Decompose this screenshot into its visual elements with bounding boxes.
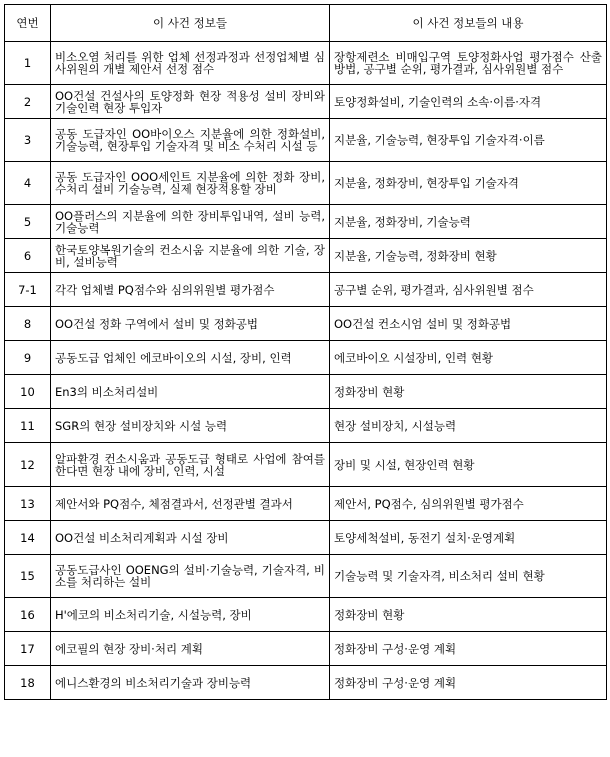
- row-content-cell: 기술능력 및 기술자격, 비소처리 설비 현황: [330, 555, 607, 598]
- row-content-cell: 지분율, 기술능력, 정화장비 현황: [330, 239, 607, 273]
- table-row: [5, 341, 607, 375]
- row-number-cell: 9: [5, 341, 51, 375]
- table-row: [5, 555, 607, 598]
- table-row: [5, 521, 607, 555]
- row-info-cell: 제안서와 PQ점수, 체점결과서, 선정관별 결과서: [51, 487, 330, 521]
- table-row: [5, 409, 607, 443]
- row-content-cell: 지분율, 정화장비, 현장투입 기술자격: [330, 162, 607, 205]
- row-content-cell: 토양정화설비, 기술인력의 소속·이름·자격: [330, 85, 607, 119]
- row-info-cell: 알파환경 컨소시움과 공동도급 형태로 사업에 참여를 한다면 현장 내에 장비, 인력, 시설: [51, 443, 330, 487]
- row-number-cell: 6: [5, 239, 51, 273]
- row-content-cell: 정화장비 구성·운영 계획: [330, 666, 607, 700]
- row-number-cell: 16: [5, 598, 51, 632]
- row-number-cell: 5: [5, 205, 51, 239]
- row-info-cell: 공동도급사인 OOENG의 설비·기술능력, 기술자격, 비소를 처리하는 설비: [51, 555, 330, 598]
- row-content-cell: 토양세척설비, 동전기 설치·운영계획: [330, 521, 607, 555]
- table-row: [5, 85, 607, 119]
- row-content-cell: 정화장비 현황: [330, 375, 607, 409]
- row-number-cell: 10: [5, 375, 51, 409]
- row-number-cell: 12: [5, 443, 51, 487]
- table-row: [5, 375, 607, 409]
- row-number-cell: 11: [5, 409, 51, 443]
- header-row: [5, 5, 607, 42]
- table-row: [5, 307, 607, 341]
- table-row: [5, 119, 607, 162]
- row-number-cell: 13: [5, 487, 51, 521]
- table-row: [5, 632, 607, 666]
- row-content-cell: 정화장비 구성·운영 계획: [330, 632, 607, 666]
- row-number-cell: 7-1: [5, 273, 51, 307]
- row-content-cell: 공구별 순위, 평가결과, 심사위원별 점수: [330, 273, 607, 307]
- table-row: [5, 42, 607, 85]
- row-content-cell: 정화장비 현황: [330, 598, 607, 632]
- row-content-cell: 지분율, 정화장비, 기술능력: [330, 205, 607, 239]
- row-content-cell: 현장 설비장치, 시설능력: [330, 409, 607, 443]
- row-info-cell: OO플러스의 지분율에 의한 장비투입내역, 설비 능력, 기술능력: [51, 205, 330, 239]
- row-info-cell: OO건설 비소처리계획과 시설 장비: [51, 521, 330, 555]
- table-row: [5, 205, 607, 239]
- row-number-cell: 8: [5, 307, 51, 341]
- row-number-cell: 14: [5, 521, 51, 555]
- row-info-cell: En3의 비소처리설비: [51, 375, 330, 409]
- row-info-cell: 공동 도급자인 OOO세인트 지분율에 의한 정화 장비, 수처리 설비 기술능력, 실제 현장적용할 장비: [51, 162, 330, 205]
- info-table: [4, 4, 607, 700]
- row-number-cell: 3: [5, 119, 51, 162]
- row-info-cell: OO건설 건설사의 토양정화 현장 적용성 설비 장비와 기술인력 현장 투입자: [51, 85, 330, 119]
- table-row: [5, 666, 607, 700]
- row-info-cell: 비소오염 처리를 위한 업체 선정과정과 선정업체별 심사위원의 개별 제안서 선정 점수: [51, 42, 330, 85]
- row-number-cell: 18: [5, 666, 51, 700]
- row-info-cell: 에코필의 현장 장비·처리 계획: [51, 632, 330, 666]
- row-content-cell: 장항제련소 비매입구역 토양정화사업 평가점수 산출방법, 공구별 순위, 평가결과, 심사위원별 점수: [330, 42, 607, 85]
- row-content-cell: OO건설 컨소시엄 설비 및 정화공법: [330, 307, 607, 341]
- row-info-cell: 에니스환경의 비소처리기술과 장비능력: [51, 666, 330, 700]
- row-number-cell: 2: [5, 85, 51, 119]
- row-info-cell: 각각 업체별 PQ점수와 심의위원별 평가점수: [51, 273, 330, 307]
- row-info-cell: OO건설 정화 구역에서 설비 및 정화공법: [51, 307, 330, 341]
- table-row: [5, 487, 607, 521]
- header-content: 이 사건 정보들의 내용: [330, 5, 607, 42]
- row-content-cell: 지분율, 기술능력, 현장투입 기술자격·이름: [330, 119, 607, 162]
- row-info-cell: 공동 도급자인 OO바이오스 지분율에 의한 정화설비, 기술능력, 현장투입 기술자격 및 비소 수처리 시설 등: [51, 119, 330, 162]
- row-number-cell: 15: [5, 555, 51, 598]
- row-info-cell: 공동도급 업체인 에코바이오의 시설, 장비, 인력: [51, 341, 330, 375]
- table-row: [5, 598, 607, 632]
- row-info-cell: H'에코의 비소처리기술, 시설능력, 장비: [51, 598, 330, 632]
- table-row: [5, 273, 607, 307]
- row-info-cell: 한국토양복원기술의 컨소시움 지분율에 의한 기술, 장비, 설비능력: [51, 239, 330, 273]
- row-content-cell: 제안서, PQ점수, 심의위원별 평가점수: [330, 487, 607, 521]
- table-row: [5, 162, 607, 205]
- row-number-cell: 4: [5, 162, 51, 205]
- row-number-cell: 1: [5, 42, 51, 85]
- header-info: 이 사건 정보들: [51, 5, 330, 42]
- row-content-cell: 에코바이오 시설장비, 인력 현황: [330, 341, 607, 375]
- row-content-cell: 장비 및 시설, 현장인력 현황: [330, 443, 607, 487]
- header-no: 연번: [5, 5, 51, 42]
- row-number-cell: 17: [5, 632, 51, 666]
- table-row: [5, 239, 607, 273]
- table-row: [5, 443, 607, 487]
- row-info-cell: SGR의 현장 설비장치와 시설 능력: [51, 409, 330, 443]
- table-body: [5, 42, 607, 700]
